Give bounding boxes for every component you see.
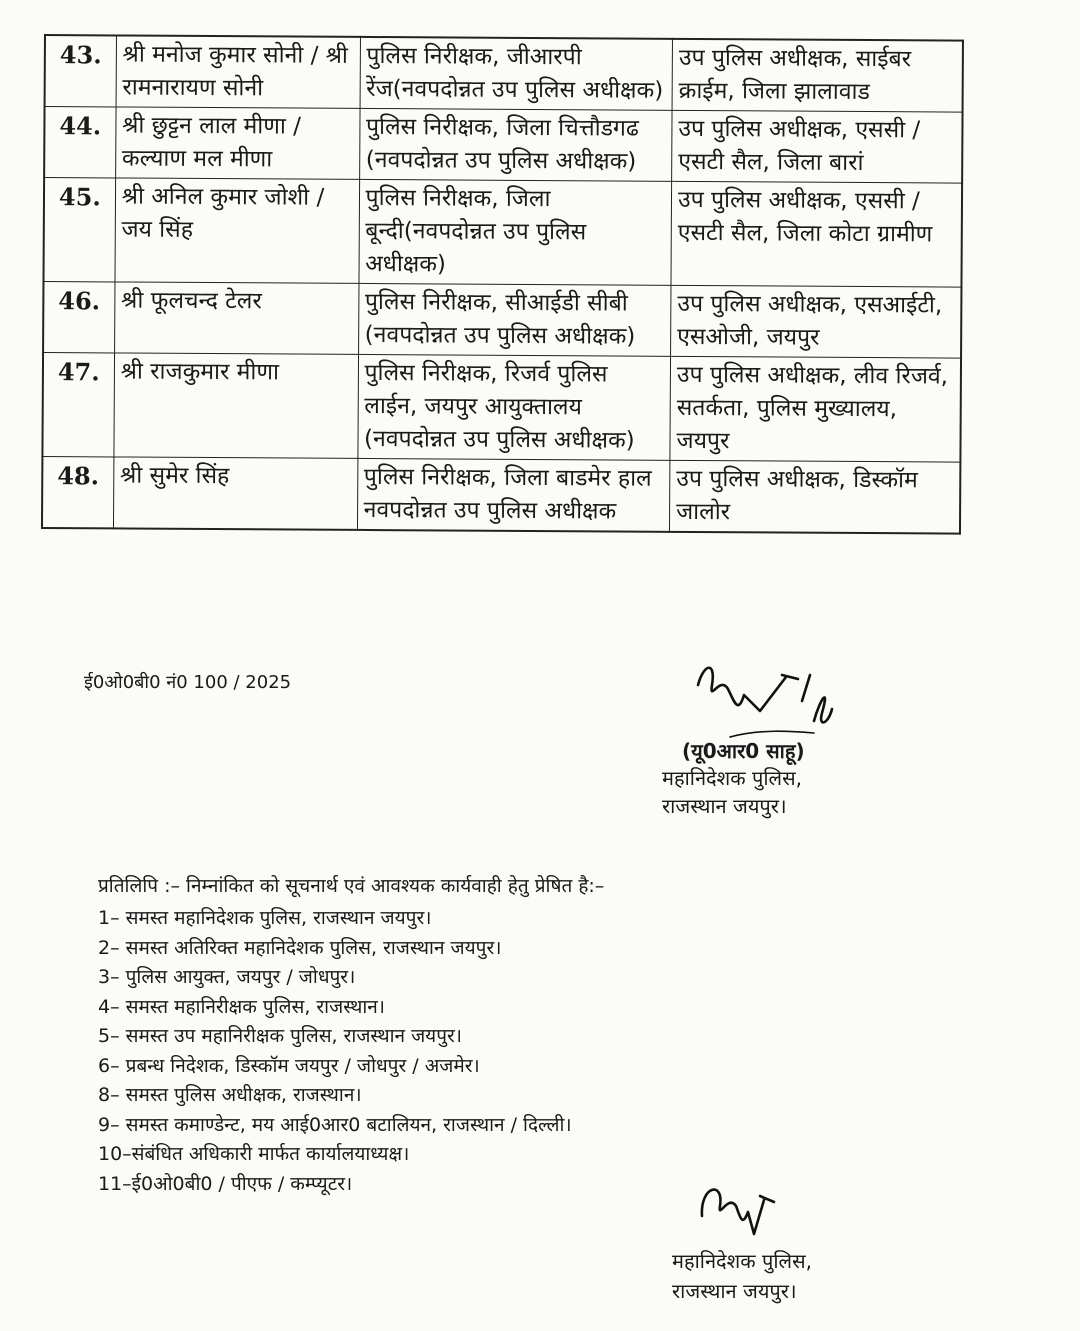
serial-number: 44. (44, 107, 116, 178)
signatory-name: (यू0आर0 साहू) (682, 739, 805, 763)
officer-name: श्री मनोज कुमार सोनी / श्री रामनारायण सोनी (116, 35, 360, 108)
signature-block-2 (672, 1176, 892, 1306)
current-posting: पुलिस निरीक्षक, रिजर्व पुलिस लाईन, जयपुर आयुक्तालय (नवपदोन्नत उप पुलिस अधीक्षक) (357, 354, 670, 460)
new-posting: उप पुलिस अधीक्षक, एससी / एसटी सैल, जिला कोटा ग्रामीण (671, 181, 962, 287)
new-posting: उप पुलिस अधीक्षक, एसआईटी, एसओजी, जयपुर (671, 285, 962, 358)
serial-number: 46. (43, 282, 115, 353)
officer-name: श्री फूलचन्द टेलर (114, 282, 358, 354)
table-row (43, 178, 962, 288)
list-item: 3– पुलिस आयुक्त, जयपुर / जोधपुर। (98, 966, 356, 988)
table-row (43, 282, 961, 359)
signatory-designation: महानिदेशक पुलिस, (672, 1249, 812, 1273)
table-row (42, 456, 960, 533)
list-item: 2– समस्त अतिरिक्त महानिदेशक पुलिस, राजस्थान जयपुर। (98, 936, 502, 959)
officer-name: श्री राजकुमार मीणा (114, 353, 358, 458)
serial-number: 48. (42, 456, 114, 528)
new-posting: उप पुलिस अधीक्षक, लीव रिजर्व, सतर्कता, पुलिस मुख्यालय, जयपुर (670, 356, 961, 462)
copy-intro: प्रतिलिपि :– निम्नांकित को सूचनार्थ एवं आवश्यक कार्यवाही हेतु प्रेषित है:– (98, 875, 605, 897)
new-posting: उप पुलिस अधीक्षक, एससी / एसटी सैल, जिला बारां (672, 110, 963, 183)
table-body (42, 35, 963, 534)
handwritten-signature-icon (690, 655, 840, 745)
list-item: 4– समस्त महानिरीक्षक पुलिस, राजस्थान। (98, 995, 386, 1018)
handwritten-initials-icon (694, 1176, 784, 1246)
new-posting: उप पुलिस अधीक्षक, डिस्कॉम जालोर (670, 460, 961, 533)
list-item: 11–ई0ओ0बी0 / पीएफ / कम्प्यूटर। (98, 1172, 353, 1195)
signatory-designation: महानिदेशक पुलिस, (662, 766, 802, 790)
table-row (45, 35, 963, 112)
list-item: 1– समस्त महानिदेशक पुलिस, राजस्थान जयपुर। (98, 907, 432, 929)
serial-number: 47. (42, 353, 114, 457)
list-item: 10–संबंधित अधिकारी मार्फत कार्यालयाध्यक्ष। (98, 1143, 410, 1165)
list-item: 8– समस्त पुलिस अधीक्षक, राजस्थान। (98, 1084, 362, 1106)
list-item: 5– समस्त उप महानिरीक्षक पुलिस, राजस्थान जयपुर। (98, 1025, 462, 1047)
table-row (44, 107, 962, 184)
current-posting: पुलिस निरीक्षक, जीआरपी रेंज(नवपदोन्नत उप पुलिस अधीक्षक) (360, 37, 673, 110)
table-row (42, 353, 961, 463)
officer-name: श्री छुट्टन लाल मीणा / कल्याण मल मीणा (115, 107, 359, 179)
copy-to-section (98, 872, 918, 1199)
officer-name: श्री सुमेर सिंह (113, 457, 357, 530)
signature-block (620, 655, 880, 820)
current-posting: पुलिस निरीक्षक, सीआईडी सीबी (नवपदोन्नत उप पुलिस अधीक्षक) (358, 283, 671, 356)
current-posting: पुलिस निरीक्षक, जिला चित्तौडगढ (नवपदोन्नत उप पुलिस अधीक्षक) (359, 108, 672, 181)
new-posting: उप पुलिस अधीक्षक, साईबर क्राईम, जिला झालावाड (672, 39, 963, 112)
signatory-place: राजस्थान जयपुर। (662, 794, 787, 818)
posting-table (41, 34, 964, 535)
copy-list (98, 904, 918, 1199)
serial-number: 45. (43, 178, 115, 282)
officer-name: श्री अनिल कुमार जोशी / जय सिंह (115, 178, 359, 283)
order-reference: ई0ओ0बी0 नं0 100 / 2025 (84, 672, 292, 693)
list-item: 9– समस्त कमाण्डेन्ट, मय आई0आर0 बटालियन, राजस्थान / दिल्ली। (98, 1113, 572, 1136)
list-item: 6– प्रबन्ध निदेशक, डिस्कॉम जयपुर / जोधपुर / अजमेर। (98, 1054, 480, 1077)
current-posting: पुलिस निरीक्षक, जिला बून्दी(नवपदोन्नत उप पुलिस अधीक्षक) (359, 179, 672, 285)
current-posting: पुलिस निरीक्षक, जिला बाडमेर हाल नवपदोन्नत उप पुलिस अधीक्षक (357, 458, 670, 531)
signatory-place: राजस्थान जयपुर। (672, 1279, 797, 1303)
serial-number: 43. (45, 35, 117, 107)
